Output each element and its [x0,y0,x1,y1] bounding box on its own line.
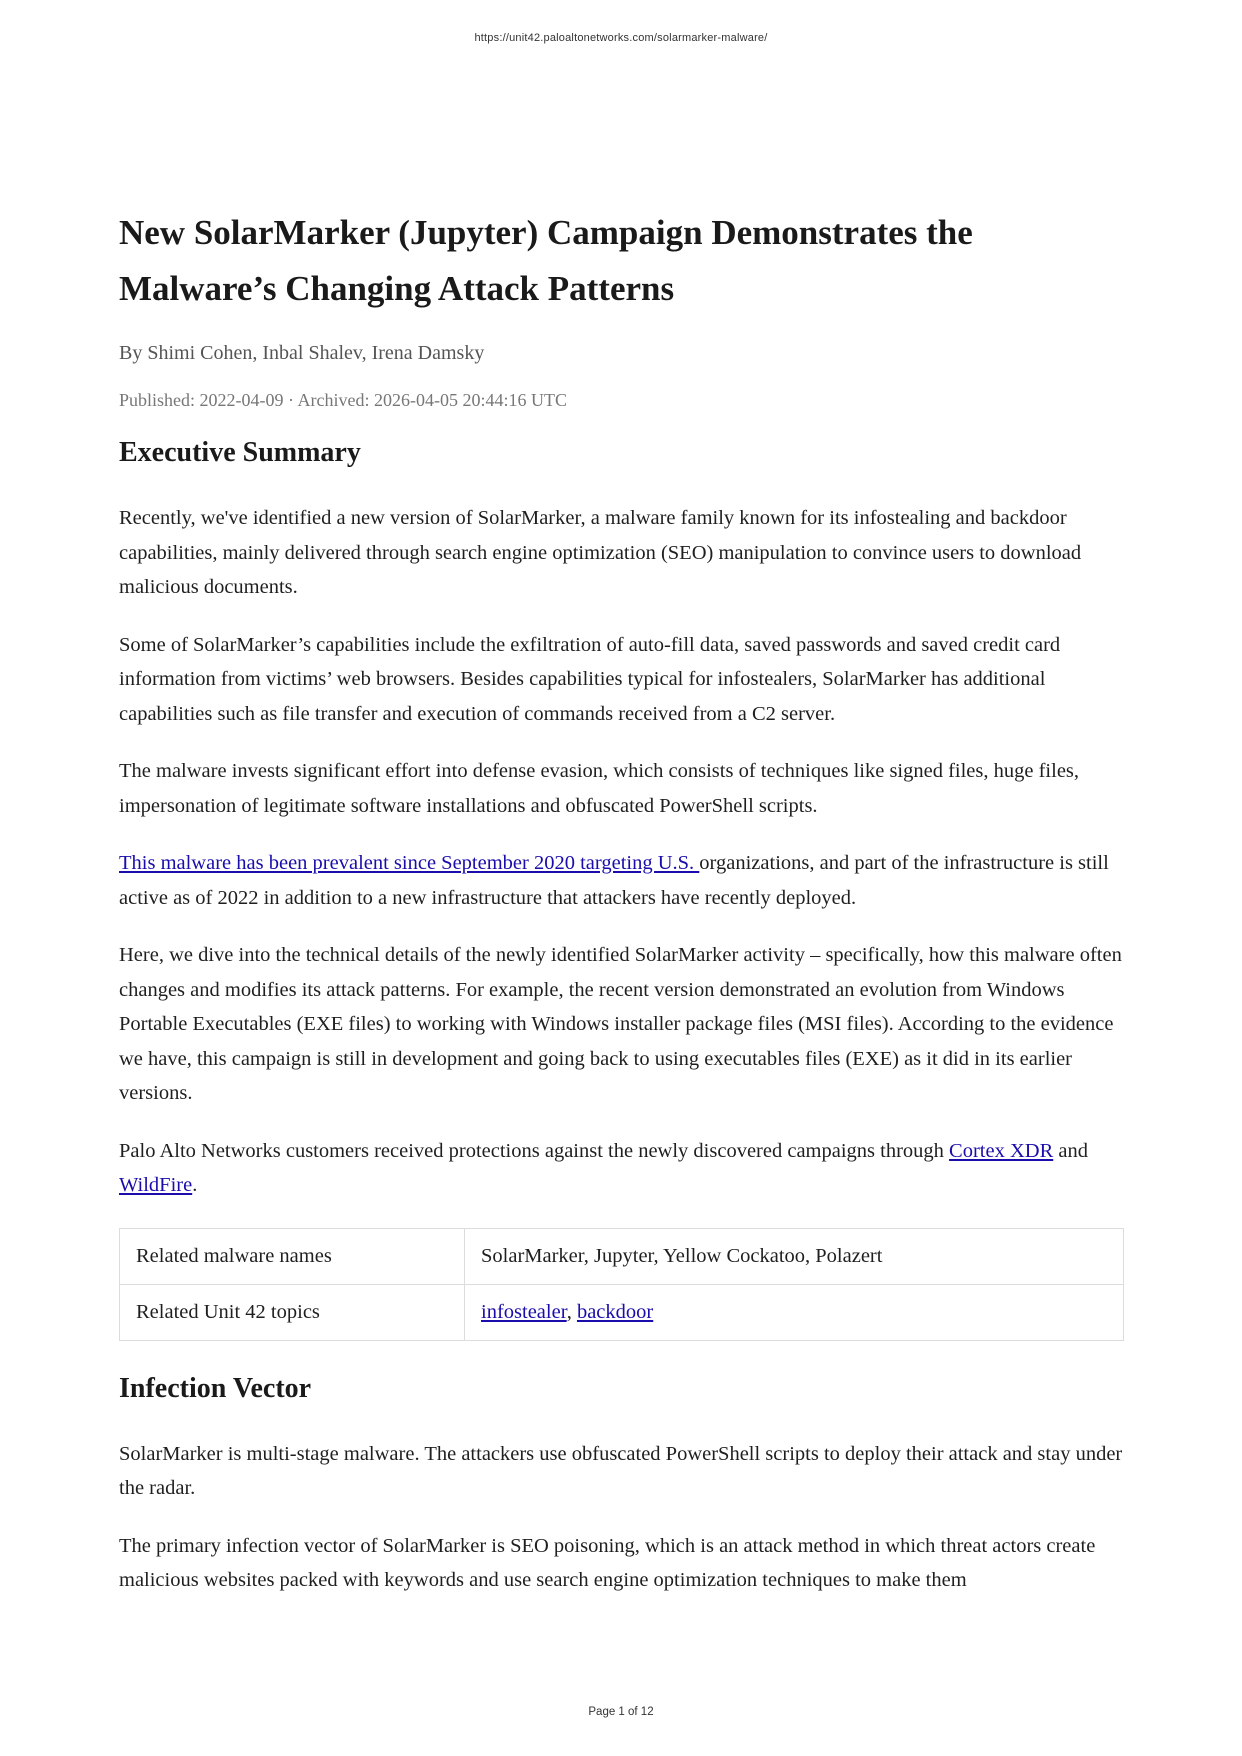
backdoor-topic-link[interactable]: backdoor [576,1300,654,1323]
infostealer-topic-link[interactable]: infostealer [481,1300,567,1323]
exec-summary-paragraph-2: Some of SolarMarker’s capabilities include the exfiltration of auto-fill data, saved passwords and saved credit card information from victims’ web browsers. Besides capabilities typical for infostealers, SolarMarker has additional capabilities such as file transfer and execution of commands received from a C2 server. [119,633,1061,725]
infection-vector-paragraph-1: SolarMarker is multi-stage malware. The attackers use obfuscated PowerShell scripts to deploy their attack and stay under the radar. [119,1442,1123,1499]
table-cell-label: Related malware names [120,1228,465,1284]
article-meta: Published: 2022-04-09 · Archived: 2026-04-05 20:44:16 UTC [119,390,567,410]
protections-and: and [1053,1139,1088,1162]
article-byline: By Shimi Cohen, Inbal Shalev, Irena Damsky [119,342,485,364]
page-number-footer: Page 1 of 12 [588,1706,654,1718]
exec-summary-paragraph-4 [119,846,1124,915]
table-row [120,1284,1124,1340]
infection-vector-heading: Infection Vector [119,1372,312,1404]
article-title: New SolarMarker (Jupyter) Campaign Demonstrates the Malware’s Changing Attack Patterns [119,213,973,308]
exec-summary-paragraph-3: The malware invests significant effort into defense evasion, which consists of techniques like signed files, huge files, impersonation of legitimate software installations and obfuscated PowerShell scripts. [119,760,1080,817]
table-cell-value [465,1284,1124,1340]
table-cell-value: SolarMarker, Jupyter, Yellow Cockatoo, Polazert [465,1228,1124,1284]
protections-text: Palo Alto Networks customers received protections against the newly discovered campaigns through [119,1139,950,1162]
exec-summary-paragraph-4-text: organizations, and part of the infrastructure is still active as of 2022 in addition to a new infrastructure that attackers have recently deployed. [119,852,1109,909]
page-url-header: https://unit42.paloaltonetworks.com/solarmarker-malware/ [474,32,768,44]
table-row [120,1228,1124,1284]
cortex-xdr-link[interactable]: Cortex XDR [949,1139,1054,1162]
prevalence-link[interactable]: This malware has been prevalent since September 2020 targeting U.S. [119,852,700,874]
topic-separator: , [566,1300,577,1323]
protections-period: . [192,1174,198,1196]
related-info-table [119,1228,1124,1341]
article-content [119,205,1124,1598]
table-cell-label: Related Unit 42 topics [120,1284,465,1340]
exec-summary-paragraph-1: Recently, we've identified a new version of SolarMarker, a malware family known for its infostealing and backdoor capabilities, mainly delivered through search engine optimization (SEO) manipulation to convince users to download malicious documents. [119,507,1082,598]
infection-vector-paragraph-2: The primary infection vector of SolarMarker is SEO poisoning, which is an attack method in which threat actors create malicious websites packed with keywords and use search engine optimization techniques to make them [119,1534,1096,1591]
wildfire-link[interactable]: WildFire [119,1174,193,1196]
exec-summary-paragraph-5: Here, we dive into the technical details of the newly identified SolarMarker activity – specifically, how this malware often changes and modifies its attack patterns. For example, the recent version demonstrated an evolution from Windows Portable Executables (EXE files) to working with Windows installer package files (MSI files). According to the evidence we have, this campaign is still in development and going back to using executables files (EXE) as it did in its earlier versions. [119,944,1122,1104]
executive-summary-heading: Executive Summary [119,437,361,468]
exec-summary-paragraph-6 [119,1134,1124,1203]
